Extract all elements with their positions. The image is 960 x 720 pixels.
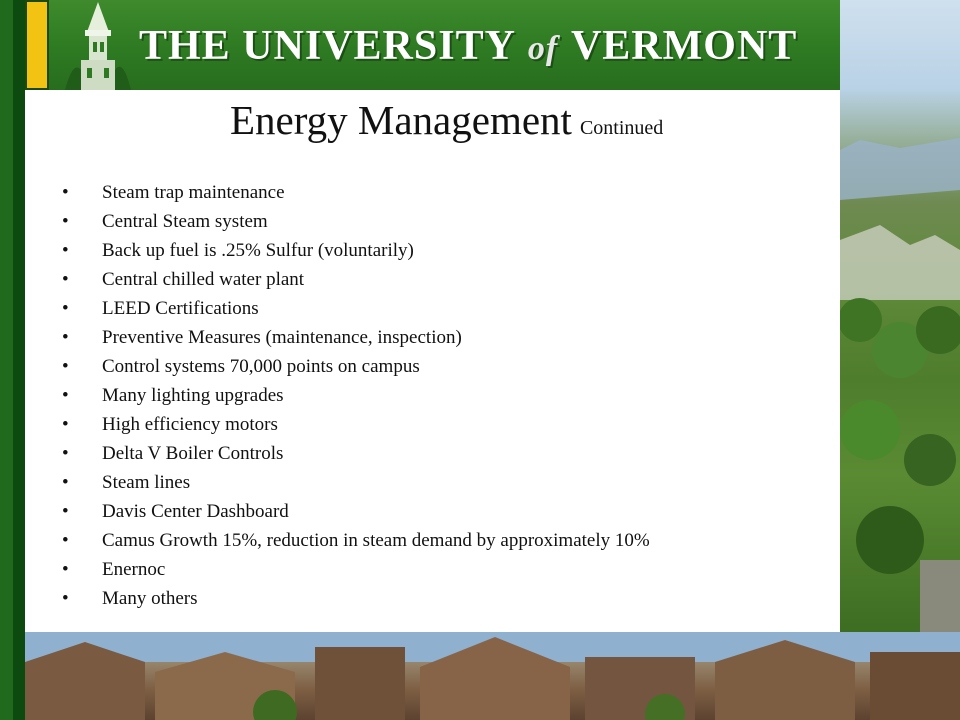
bullet-item: [62, 294, 650, 323]
bullet-dot: •: [62, 588, 69, 609]
bullet-item: [62, 323, 650, 352]
bullet-list: [62, 178, 650, 613]
bullet-text: LEED Certifications: [102, 298, 259, 319]
bullet-item: [62, 265, 650, 294]
bullet-dot: •: [62, 472, 69, 493]
bullet-text: Preventive Measures (maintenance, inspection): [102, 327, 462, 348]
logo-end-text: VERMONT: [570, 23, 798, 69]
logo-main-text: THE UNIVERSITY: [139, 23, 515, 69]
campus-buildings-photo: [25, 632, 960, 720]
campus-aerial-photo: [840, 0, 960, 632]
bullet-text: Many others: [102, 588, 198, 609]
bullet-dot: •: [62, 298, 69, 319]
bullet-item: [62, 584, 650, 613]
bullet-text: Steam lines: [102, 472, 191, 493]
bullet-text: Central Steam system: [102, 211, 268, 232]
bullet-dot: •: [62, 269, 69, 290]
left-green-bar: [0, 0, 13, 720]
bullet-dot: •: [62, 559, 69, 580]
bullet-text: Davis Center Dashboard: [102, 501, 289, 522]
bullet-item: [62, 207, 650, 236]
accent-yellow-block: [25, 0, 49, 90]
bullet-text: Many lighting upgrades: [102, 385, 284, 406]
university-logo-text: [139, 22, 797, 70]
logo-of-text: of: [527, 30, 559, 67]
bullet-dot: •: [62, 414, 69, 435]
slide-title-suffix: Continued: [579, 117, 664, 139]
university-banner: [49, 0, 840, 90]
bullet-item: [62, 526, 650, 555]
bullet-text: Camus Growth 15%, reduction in steam demand by approximately 10%: [102, 530, 650, 551]
bullet-text: Steam trap maintenance: [102, 182, 285, 203]
bullet-text: Delta V Boiler Controls: [102, 443, 284, 464]
bullet-dot: •: [62, 443, 69, 464]
bullet-item: [62, 236, 650, 265]
bullet-item: [62, 497, 650, 526]
campus-buildings-illustration: [25, 632, 960, 720]
bullet-text: Control systems 70,000 points on campus: [102, 356, 420, 377]
bullet-text: Back up fuel is .25% Sulfur (voluntarily): [102, 240, 414, 261]
bullet-item: [62, 381, 650, 410]
bullet-dot: •: [62, 501, 69, 522]
campus-aerial-illustration: [840, 0, 960, 632]
bullet-item: [62, 555, 650, 584]
bullet-dot: •: [62, 530, 69, 551]
bullet-dot: •: [62, 327, 69, 348]
bullet-text: High efficiency motors: [102, 414, 278, 435]
bullet-item: [62, 439, 650, 468]
slide-title-main: Energy Management: [230, 97, 572, 143]
bell-tower-icon: [63, 0, 133, 90]
bullet-dot: •: [62, 211, 69, 232]
bullet-dot: •: [62, 182, 69, 203]
slide-title: [230, 96, 663, 144]
bullet-item: [62, 468, 650, 497]
bullet-dot: •: [62, 356, 69, 377]
left-dark-green-bar: [13, 0, 25, 720]
bullet-text: Central chilled water plant: [102, 269, 305, 290]
bullet-text: Enernoc: [102, 559, 166, 580]
bullet-dot: •: [62, 385, 69, 406]
bullet-item: [62, 178, 650, 207]
bullet-item: [62, 410, 650, 439]
bullet-dot: •: [62, 240, 69, 261]
bullet-item: [62, 352, 650, 381]
